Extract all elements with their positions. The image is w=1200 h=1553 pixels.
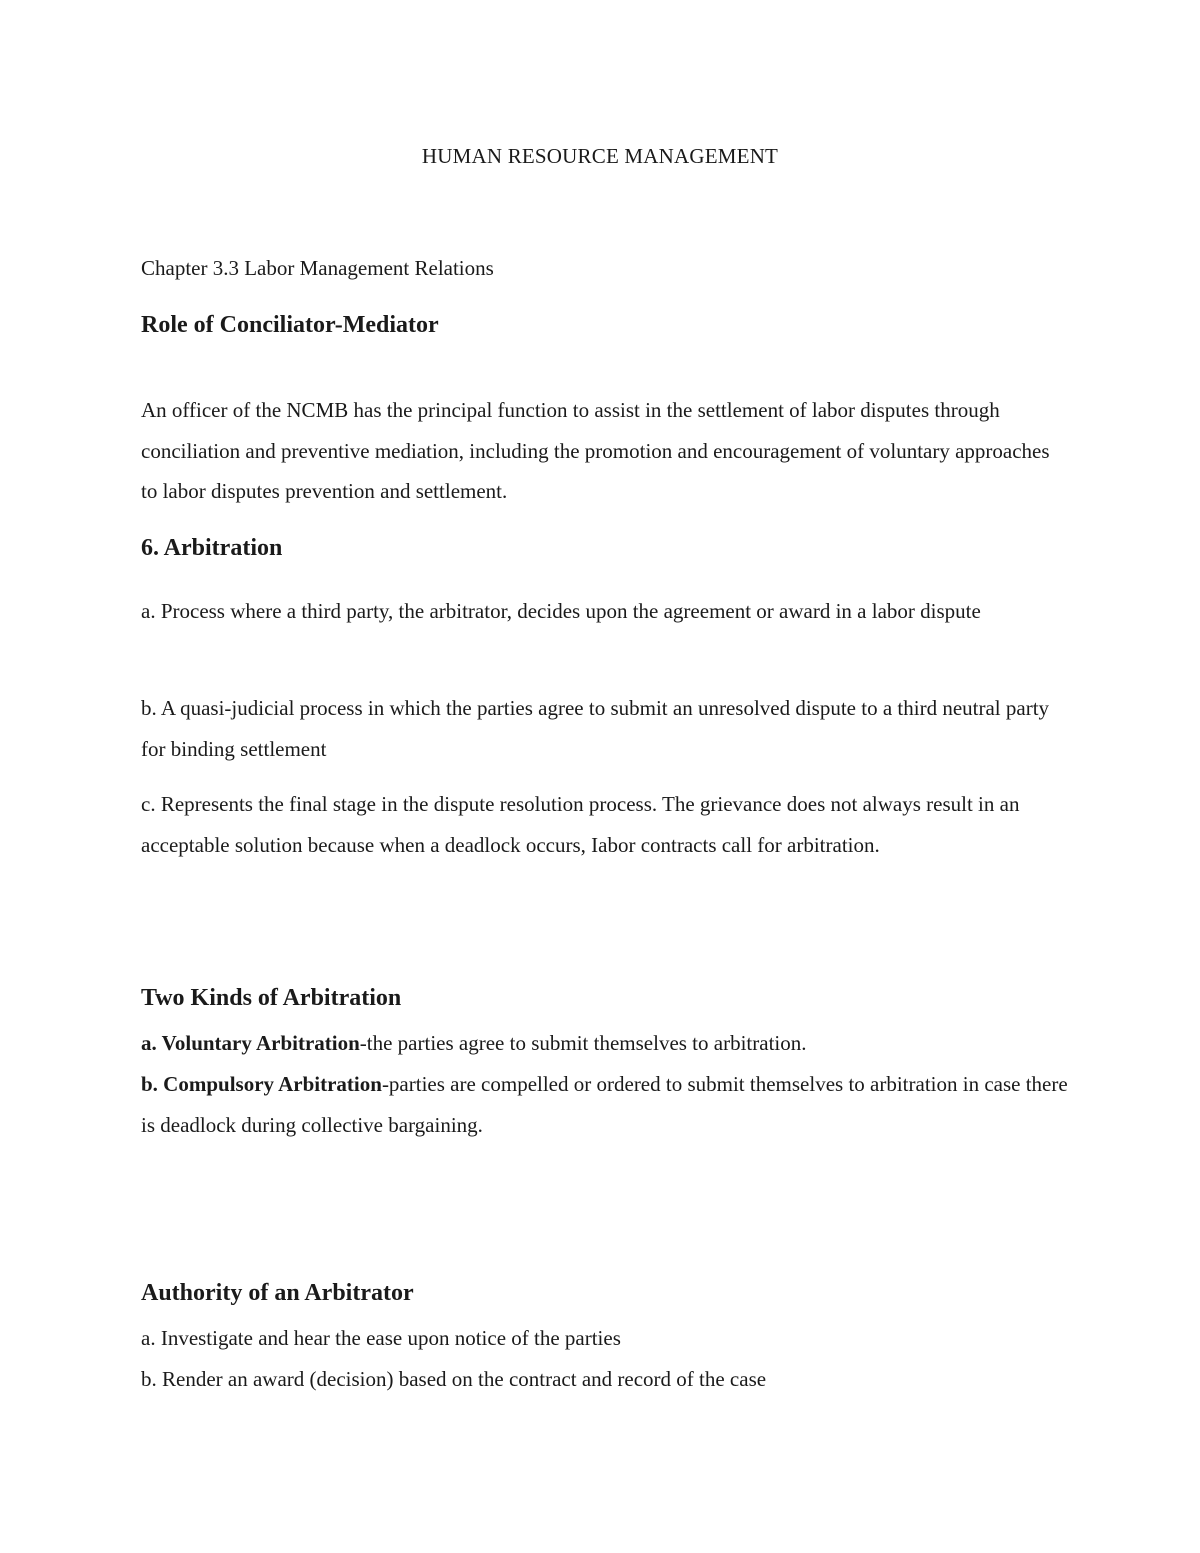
- heading-authority: Authority of an Arbitrator: [141, 1280, 414, 1306]
- kinds-item-voluntary: [141, 1023, 1071, 1064]
- authority-item-a: a. Investigate and hear the ease upon notice of the parties: [141, 1326, 621, 1350]
- kinds-term-compulsory: b. Compulsory Arbitration: [141, 1072, 382, 1096]
- kinds-term-voluntary: a. Voluntary Arbitration: [141, 1031, 360, 1055]
- arbitration-item-c: c. Represents the final stage in the dispute resolution process. The grievance does not always result in an acceptable solution because when a deadlock occurs, Iabor contracts call for arbitration.: [141, 792, 1020, 857]
- heading-role-conciliator: Role of Conciliator-Mediator: [141, 312, 439, 338]
- heading-arbitration: 6. Arbitration: [141, 535, 283, 561]
- paragraph-role-conciliator: An officer of the NCMB has the principal function to assist in the settlement of labor disputes through conciliation and preventive mediation, including the promotion and encouragement of voluntary approaches to labor disputes prevention and settlement.: [141, 398, 1050, 503]
- authority-item-b: b. Render an award (decision) based on the contract and record of the case: [141, 1367, 767, 1391]
- arbitration-item-a: a. Process where a third party, the arbitrator, decides upon the agreement or award in a labor dispute: [141, 599, 981, 623]
- arbitration-item-b: b. A quasi-judicial process in which the parties agree to submit an unresolved dispute to a third neutral party for binding settlement: [141, 696, 1050, 761]
- chapter-line: Chapter 3.3 Labor Management Relations: [141, 256, 494, 280]
- document-title: HUMAN RESOURCE MANAGEMENT: [421, 144, 779, 168]
- heading-two-kinds: Two Kinds of Arbitration: [141, 985, 402, 1011]
- kinds-item-compulsory: [141, 1064, 1071, 1145]
- kinds-definition-compulsory: -parties are compelled or ordered to submit themselves to arbitration in case there is deadlock during collective bargaining.: [141, 1072, 1068, 1137]
- kinds-definition-voluntary: -the parties agree to submit themselves to arbitration.: [359, 1031, 807, 1055]
